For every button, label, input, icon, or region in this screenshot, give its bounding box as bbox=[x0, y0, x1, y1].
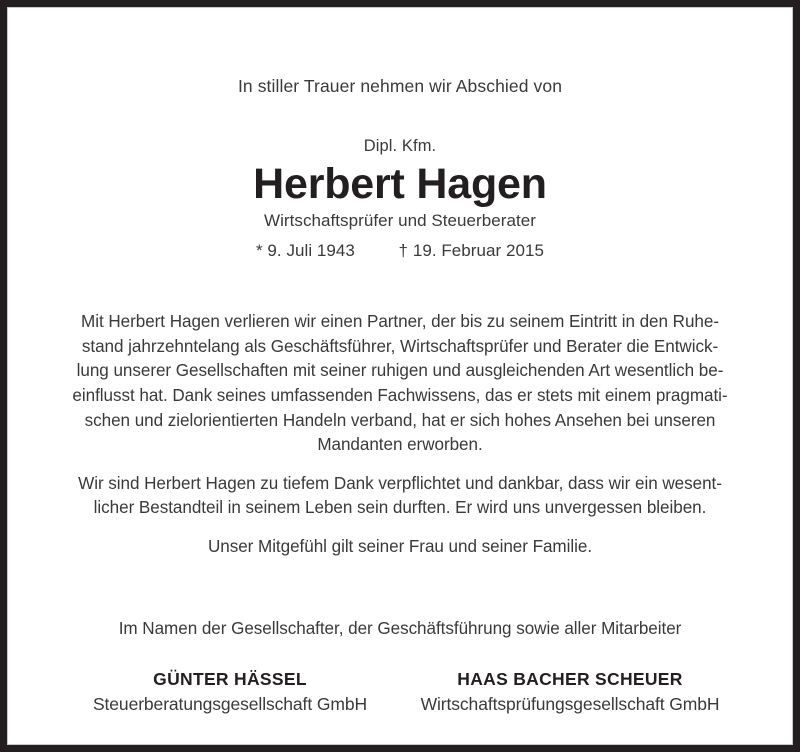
text-line: schen und zielorientierten Handeln verband, hat er sich hohes Ansehen bei unseren bbox=[84, 410, 716, 430]
text-line: Wir sind Herbert Hagen zu tiefem Dank verpflichtet und dankbar, dass wir ein wesent- bbox=[78, 473, 722, 493]
birth-date: 9. Juli 1943 bbox=[267, 241, 355, 261]
opening-line: In stiller Trauer nehmen wir Abschied von bbox=[237, 76, 563, 96]
death-symbol: † bbox=[398, 241, 409, 261]
paragraph-gratitude bbox=[60, 472, 740, 521]
obituary-body bbox=[60, 310, 740, 559]
text-line: einflusst hat. Dank seines umfassenden Fachwissens, das er stets mit einem pragmati- bbox=[72, 386, 728, 406]
signatory-list bbox=[60, 669, 740, 716]
text-line: Mandanten erworben. bbox=[317, 435, 483, 455]
text-line: Unser Mitgefühl gilt seiner Frau und seiner Familie. bbox=[207, 537, 593, 557]
signatory-block bbox=[400, 669, 740, 716]
closing-line: Im Namen der Gesellschafter, der Geschäftsführung sowie aller Mitarbeiter bbox=[118, 618, 682, 638]
paragraph-tribute bbox=[60, 310, 740, 458]
signatory-company: Wirtschaftsprüfungsgesellschaft GmbH bbox=[420, 693, 720, 714]
text-line: Mit Herbert Hagen verlieren wir einen Partner, der bis zu seinem Eintritt in den Ruhe- bbox=[81, 312, 719, 332]
text-line: stand jahrzehntelang als Geschäftsführer, Wirtschaftsprüfer und Berater die Entwick- bbox=[81, 336, 719, 356]
notice-content bbox=[7, 7, 793, 745]
deceased-profession: Wirtschaftsprüfer und Steuerberater bbox=[264, 210, 536, 230]
text-line: licher Bestandteil in seinem Leben sein durften. Er wird uns unvergessen bleiben. bbox=[93, 498, 707, 518]
academic-title: Dipl. Kfm. bbox=[363, 137, 437, 155]
signatory-name: GÜNTER HÄSSEL bbox=[153, 668, 307, 689]
death-date: 19. Februar 2015 bbox=[412, 241, 545, 261]
signatory-company: Steuerberatungsgesellschaft GmbH bbox=[92, 693, 368, 714]
life-dates bbox=[60, 240, 740, 261]
deceased-name-block bbox=[60, 136, 740, 261]
paragraph-condolence bbox=[60, 535, 740, 560]
signatory-name: HAAS BACHER SCHEUER bbox=[457, 668, 683, 689]
deceased-full-name: Herbert Hagen bbox=[253, 159, 547, 208]
text-line: lung unserer Gesellschaften mit seiner ruhigen und ausgleichenden Art wesentlich be- bbox=[76, 361, 724, 381]
birth-symbol: * bbox=[255, 241, 263, 261]
signatory-block bbox=[60, 669, 400, 716]
